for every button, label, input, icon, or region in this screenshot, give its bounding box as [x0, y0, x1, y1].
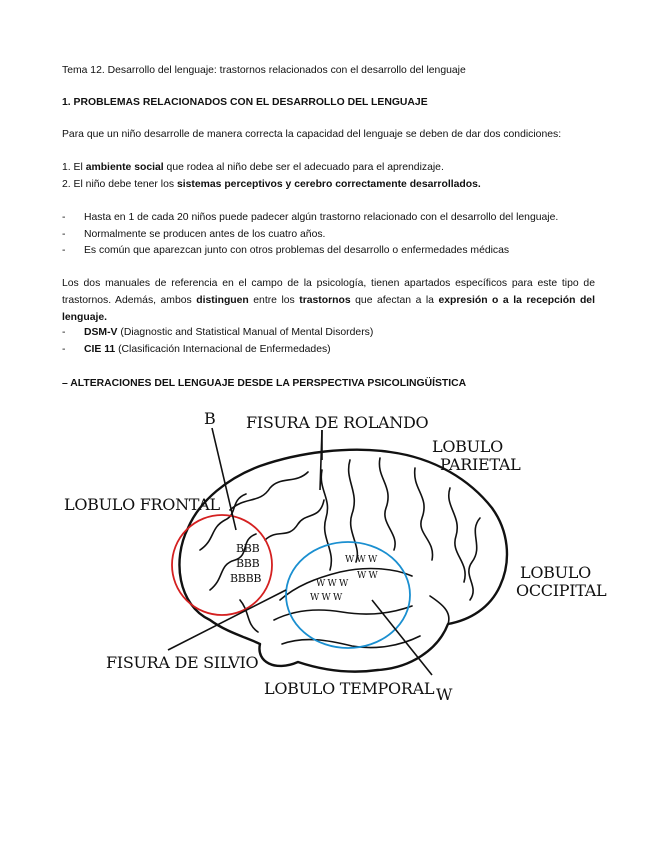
- bullet-text: Es común que aparezcan junto con otros problemas del desarrollo o enfermedades médicas: [84, 245, 510, 256]
- manual-dsm: [62, 326, 373, 339]
- label-lobulo-temporal: LOBULO TEMPORAL: [264, 679, 435, 698]
- label-lobulo-parietal-2: PARIETAL: [440, 455, 521, 474]
- section-1-title: 1. PROBLEMAS RELACIONADOS CON EL DESARROLLO DEL LENGUAJE: [62, 97, 428, 108]
- document-header: Tema 12. Desarrollo del lenguaje: trastornos relacionados con el desarrollo del lenguaje: [62, 65, 466, 76]
- wernicke-mark-row: W W: [357, 571, 378, 581]
- wernicke-mark-row: W W W: [345, 555, 377, 565]
- manual-cie: [62, 343, 331, 356]
- label-lobulo-occipital-2: OCCIPITAL: [516, 581, 607, 600]
- dsm-text: (Diagnostic and Statistical Manual of Mental Disorders): [117, 327, 374, 338]
- section-2-title: – ALTERACIONES DEL LENGUAJE DESDE LA PERSPECTIVA PSICOLINGÜÍSTICA: [62, 378, 467, 389]
- condition-2: [62, 178, 481, 191]
- bullet-item: [62, 211, 558, 224]
- condition-1-text-c: que rodea al niño debe ser el adecuado para el aprendizaje.: [163, 162, 444, 173]
- condition-1: [62, 161, 444, 174]
- wernicke-mark-row: W W W: [316, 579, 348, 589]
- broca-mark-row: BBBB: [230, 572, 262, 585]
- bullet-dash: -: [62, 229, 66, 240]
- label-b: B: [204, 409, 216, 428]
- bullet-text: Normalmente se producen antes de los cuatro años.: [84, 229, 326, 240]
- bullet-dash: -: [62, 212, 66, 223]
- manuals-bold-distinguen: distinguen: [196, 295, 249, 306]
- label-fisura-silvio: FISURA DE SILVIO: [106, 653, 259, 672]
- cie-bold: CIE 11: [84, 344, 116, 355]
- manuals-text-e: que afectan a la: [350, 295, 439, 306]
- broca-marks: [230, 542, 261, 585]
- manuals-bold-trastornos: trastornos: [299, 295, 351, 306]
- broca-mark-row: BBB: [236, 542, 260, 555]
- condition-2-text-a: 2. El niño debe tener los: [62, 179, 177, 190]
- condition-1-text-a: 1. El: [62, 162, 86, 173]
- intro-paragraph: Para que un niño desarrolle de manera correcta la capacidad del lenguaje se deben de dar dos condiciones:: [62, 129, 562, 140]
- manuals-bold-expresion: expresión o a la recepción del lenguaje.: [62, 295, 595, 323]
- label-lobulo-parietal-1: LOBULO: [432, 437, 503, 456]
- pointer-lines: [168, 428, 432, 675]
- wernicke-marks: [310, 555, 379, 603]
- cie-text: (Clasificación Internacional de Enfermedades): [115, 344, 331, 355]
- bullet-dash: -: [62, 344, 66, 355]
- label-lobulo-occipital-1: LOBULO: [520, 563, 591, 582]
- manuals-paragraph: [62, 275, 595, 326]
- broca-mark-row: BBB: [236, 557, 260, 570]
- bullet-dash: -: [62, 327, 66, 338]
- bullet-text: Hasta en 1 de cada 20 niños puede padecer algún trastorno relacionado con el desarrollo del lenguaje.: [84, 212, 559, 223]
- bullet-dash: -: [62, 245, 66, 256]
- manuals-text-a: Los dos manuales de referencia en el campo de la psicología, tienen apartados específicos para este tipo de trastornos. Además, ambos: [62, 278, 595, 306]
- dsm-bold: DSM-V: [84, 327, 118, 338]
- label-w: W: [436, 685, 453, 704]
- condition-2-bold: sistemas perceptivos y cerebro correctamente desarrollados.: [176, 179, 481, 190]
- condition-1-bold: ambiente social: [85, 162, 164, 173]
- brain-diagram: [60, 400, 620, 710]
- manuals-text-c: entre los: [248, 295, 300, 306]
- bullet-item: [62, 228, 325, 241]
- bullet-item: [62, 244, 509, 257]
- brain-outline: [179, 450, 507, 672]
- label-lobulo-frontal: LOBULO FRONTAL: [64, 495, 220, 514]
- wernicke-mark-row: W W W: [310, 593, 342, 603]
- label-fisura-rolando: FISURA DE ROLANDO: [246, 413, 429, 432]
